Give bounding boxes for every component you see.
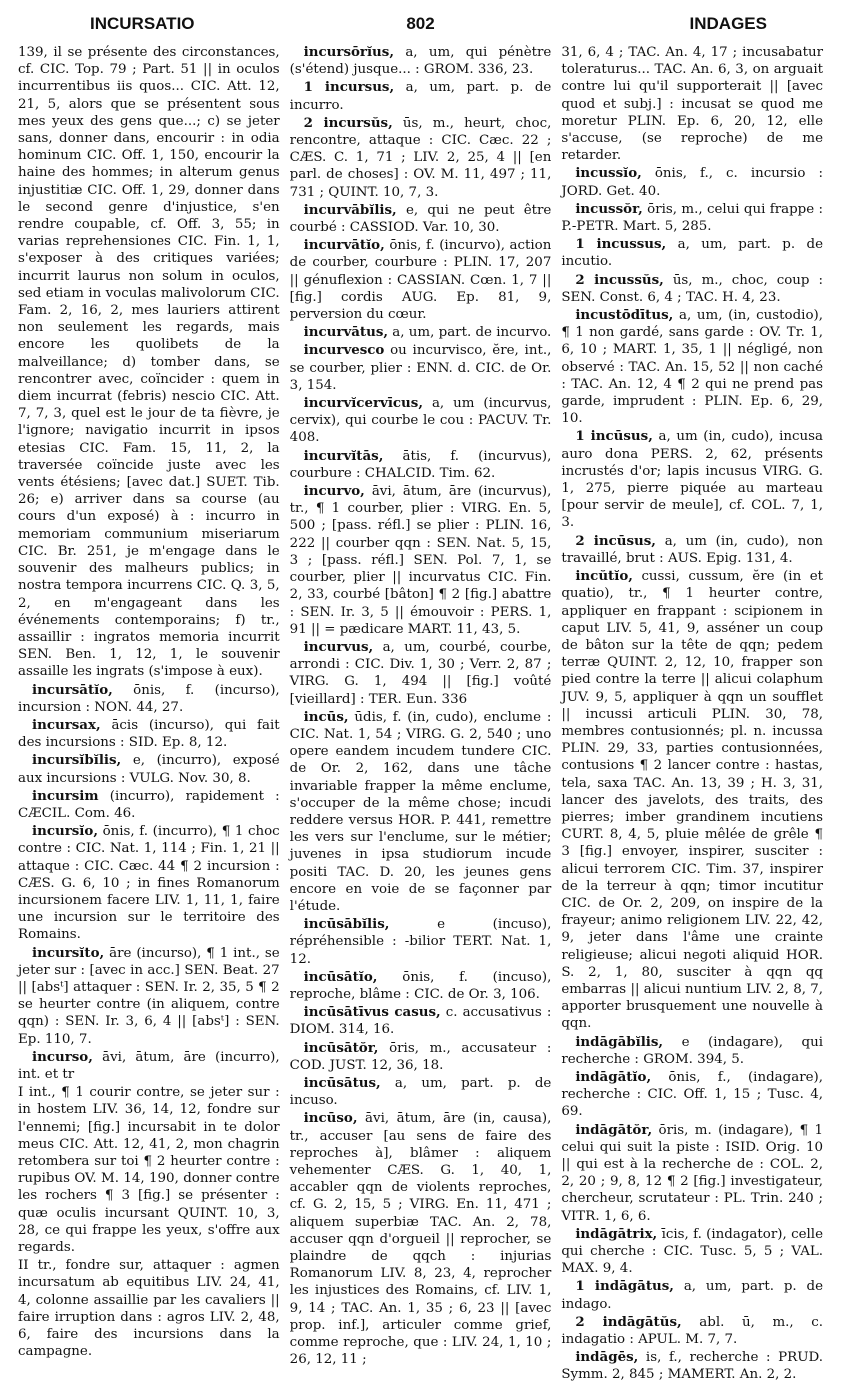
dictionary-entry — [561, 165, 823, 199]
entry-definition: e (incuso), répréhensible : -bilior TERT. Nat. 1, 12. — [289, 917, 552, 967]
entry-headword: incūsātŏr, — [303, 1039, 379, 1056]
entry-definition: īcis, f. (indagator), celle qui cherche : CIC. Tusc. 5, 5 ; VAL. MAX. 9, 4. — [561, 1226, 824, 1277]
entry-headword: incursĭo, — [32, 823, 98, 840]
dictionary-entry — [561, 1314, 823, 1348]
entry-headword: 1 incūsus, — [575, 428, 653, 445]
dictionary-entry — [290, 79, 552, 113]
entry-headword: incussĭo, — [575, 165, 642, 182]
dictionary-entry — [290, 395, 552, 447]
dictionary-entry — [561, 1069, 823, 1121]
dictionary-entry — [290, 342, 552, 394]
page-header — [18, 8, 823, 38]
entry-headword: indāgēs, — [575, 1349, 639, 1366]
entry-definition: ōnis, f. (incurvo), action de courber, courbure : PLIN. 17, 207 || génuflexion : CASSIAN. Cœn. 1, 7 || [fig.] cordis AUG. Ep. 81, 9, perversion du cœur. — [289, 238, 552, 323]
dictionary-entry — [561, 533, 823, 567]
entry-headword: 2 incūsus, — [575, 532, 656, 549]
entry-definition: ūdis, f. (in, cudo), enclume : CIC. Nat. 1, 54 ; VIRG. G. 2, 540 ; uno opere eandem incudem tundere CIC. de Or. 2, 162, dans une tâche invariable frapper la même enclume, s'occuper de la même chose; incudi reddere versus HOR. P. 441, remettre les vers sur l'enclume, sur le métier; juvenes in ipsa studiorum incude positi TAC. D. 20, les jeunes gens encore en voie de se façonner par l'étude. — [289, 709, 552, 914]
entry-headword: incūsātĭo, — [303, 968, 378, 985]
entry-headword: indāgātĭo, — [575, 1068, 652, 1085]
entry-headword: 1 indāgātus, — [575, 1278, 674, 1295]
dictionary-entry — [561, 1034, 823, 1068]
entry-definition: ōnis, f. (incuso), reproche, blâme : CIC. de Or. 3, 106. — [289, 969, 552, 1002]
entry-definition: ou incurvisco, ĕre, int., se courber, plier : ENN. d. CIC. de Or. 3, 154. — [289, 343, 552, 393]
entry-headword: incursĭbĭlis, — [32, 752, 122, 769]
entry-headword: incussŏr, — [575, 200, 643, 217]
dictionary-entry — [290, 237, 552, 323]
entry-definition: ōnis, f., (indagare), recherche : CIC. Off. 1, 15 ; Tusc. 4, 69. — [561, 1069, 824, 1120]
entry-headword: incursax, — [32, 716, 101, 733]
entry-definition: a, um, courbé, courbe, arrondi : CIC. Div. 1, 30 ; Verr. 2, 87 ; VIRG. G. 1, 494 || [fig.] voûté [vieillard] : TER. Eun. 336 — [289, 639, 552, 707]
entry-headword: incūs, — [303, 708, 349, 725]
dictionary-entry — [18, 1257, 280, 1360]
entry-definition: e, (incurro), exposé aux incursions : VULG. Nov. 30, 8. — [18, 753, 280, 786]
dictionary-entry — [561, 1122, 823, 1225]
entry-definition: c. accusativus : DIOM. 314, 16. — [289, 1005, 552, 1038]
dictionary-entry — [290, 1004, 552, 1038]
column-2 — [289, 44, 552, 1368]
entry-definition: ātis, f. (incurvus), courbure : CHALCID. Tim. 62. — [289, 448, 552, 481]
entry-headword: incurvātus, — [303, 324, 389, 341]
dictionary-entry — [561, 272, 823, 306]
entry-definition: II tr., fondre sur, attaquer : agmen incursatum ab equitibus LIV. 24, 41, 4, colonne assaillie par les cavaliers || faire irruption dans : agros LIV. 2, 48, 6, faire des incursions dans la campagne. — [18, 1258, 280, 1360]
entry-headword: incurvo, — [303, 483, 365, 500]
dictionary-entry — [290, 115, 552, 201]
dictionary-entry — [561, 307, 823, 427]
running-head-left: INCURSATIO — [90, 14, 195, 33]
entry-definition: a, um, part. p. de incurro. — [289, 80, 552, 113]
entry-definition: (incurro), rapidement : CÆCIL. Com. 46. — [18, 788, 280, 821]
entry-definition: a, um, part. de incurvo. — [392, 325, 552, 341]
entry-definition: abl. ū, m., c. indagatio : APUL. M. 7, 7. — [561, 1314, 823, 1348]
entry-definition: āre (incurso), ¶ 1 int., se jeter sur : [avec in acc.] SEN. Beat. 27 || [absᵗ] attaquer : SEN. Ir. 2, 35, 5 ¶ 2 se heurter contre (in aliquem, contre qqn) : SEN. Ir. 3, 6, 4 || [absᵗ] : SEN. Ep. 110, 7. — [18, 945, 280, 1047]
dictionary-entry — [561, 1349, 823, 1383]
entry-headword: 1 incursus, — [303, 79, 395, 96]
dictionary-columns — [18, 44, 824, 1383]
entry-headword: incustōdītus, — [575, 307, 674, 324]
entry-headword: incūsātus, — [303, 1074, 381, 1091]
entry-definition: ōris, m. (indagare), ¶ 1 celui qui suit la piste : ISID. Orig. 10 || qui est à la recherche de : COL. 2, 2, 20 ; 9, 8, 12 ¶ 2 [fig.] investigateur, chercheur, scrutateur : PL. Trin. 240 ; VITR. 1, 6, 6. — [561, 1122, 824, 1224]
entry-definition: ōnis, f. (incurro), ¶ 1 choc contre : CIC. Nat. 1, 114 ; Fin. 1, 21 || attaque : CIC. Cæc. 44 ¶ 2 incursion : CÆS. G. 6, 10 ; in fines Romanorum incursionem facere LIV. 1, 11, 1, faire une incursion sur le territoire des Romains. — [18, 824, 280, 943]
entry-definition: ūs, m., choc, coup : SEN. Const. 6, 4 ; TAC. H. 4, 23. — [561, 272, 824, 305]
entry-headword: indāgātŏr, — [575, 1121, 653, 1138]
entry-definition: is, f., recherche : PRUD. Symm. 2, 845 ; MAMERT. An. 2, 2. — [561, 1350, 824, 1383]
dictionary-entry — [290, 1040, 552, 1074]
running-head-right: INDAGES — [689, 14, 767, 33]
entry-definition: ōnis, f., c. incursio : JORD. Get. 40. — [561, 166, 824, 199]
entry-definition: ōnis, f. (incurso), incursion : NON. 44, 27. — [18, 682, 280, 715]
entry-headword: 2 incursŭs, — [303, 114, 393, 131]
dictionary-entry — [290, 448, 552, 482]
entry-definition: 31, 6, 4 ; TAC. An. 4, 17 ; incusabatur toleraturus... TAC. An. 6, 3, on arguait contre lui qu'il supporterait || [avec quod et subj.] : incusat se quod me moretur PLIN. Ep. 6, 20, 12, elle s'accuse, (se reproche) de me retarder. — [561, 45, 824, 164]
dictionary-entry — [290, 1110, 552, 1368]
dictionary-entry — [561, 568, 823, 1032]
entry-definition: a, um, part. p. de indago. — [561, 1279, 824, 1312]
entry-headword: 2 incussŭs, — [575, 271, 664, 288]
entry-definition: āvi, ātum, āre (incurro), int. et tr — [18, 1049, 280, 1082]
entry-definition: ōris, m., accusateur : COD. JUST. 12, 36, 18. — [289, 1040, 552, 1073]
entry-headword: incursōrĭus, — [303, 44, 394, 60]
dictionary-entry — [290, 44, 552, 78]
entry-headword: incūsātīvus casus, — [303, 1004, 441, 1021]
dictionary-entry — [561, 44, 823, 164]
dictionary-entry — [18, 717, 280, 751]
column-3 — [561, 44, 824, 1383]
entry-headword: 1 incussus, — [575, 236, 667, 253]
entry-headword: incŭtĭo, — [575, 568, 633, 585]
page-number: 802 — [406, 14, 435, 33]
dictionary-entry — [561, 1226, 823, 1278]
dictionary-entry — [18, 1084, 280, 1256]
entry-headword: incurvesco — [303, 342, 385, 359]
entry-definition: a, um (in, cudo), non travaillé, brut : AUS. Epig. 131, 4. — [561, 533, 824, 566]
entry-definition: e, qui ne peut être courbé : CASSIOD. Var. 10, 30. — [289, 202, 552, 236]
entry-definition: I int., ¶ 1 courir contre, se jeter sur : in hostem LIV. 36, 14, 12, fondre sur l'ennemi; [fig.] incursabit in te dolor meus CIC. Att. 12, 41, 2, mon chagrin retombera sur toi ¶ 2 heurter contre : rupibus OV. M. 14, 190, donner contre les rochers ¶ 3 [fig.] se présenter : quæ oculis incursant QUINT. 10, 3, 28, ce qui frappe les yeux, s'offre aux regards. — [18, 1085, 280, 1256]
dictionary-entry — [290, 916, 552, 968]
entry-headword: incurvābĭlis, — [303, 201, 397, 218]
entry-headword: incursĭto, — [32, 944, 105, 961]
entry-definition: āvi, ātum, āre (in, causa), tr., accuser [au sens de faire des reproches à], blâmer : aliquem vehementer CÆS. G. 1, 40, 1, accabler qqn de violents reproches, cf. G. 2, 15, 5 ; VIRG. En. 11, 471 ; aliquem superbiæ TAC. An. 2, 78, accuser qqn d'orgueil || reprocher, se plaindre de qqch : injurias Romanorum LIV. 8, 23, 4, reprocher les injustices des Romains, cf. LIV. 1, 9, 14 ; TAC. An. 1, 35 ; 6, 23 || [avec prop. inf.], articuler comme grief, comme reproche, que : LIV. 24, 1, 10 ; 26, 12, 11 ; — [289, 1111, 552, 1368]
dictionary-entry — [290, 1075, 552, 1109]
dictionary-entry — [290, 639, 552, 708]
entry-definition: ācis (incurso), qui fait des incursions : SID. Ep. 8, 12. — [18, 717, 280, 751]
entry-headword: incurvĭcervīcus, — [303, 395, 423, 412]
entry-headword: incursātĭo, — [32, 681, 113, 698]
entry-definition: 139, il se présente des circonstances, cf. CIC. Top. 79 ; Part. 51 || in oculos incurrentibus iis quos... CIC. Att. 12, 21, 5, alors que se présentent sous mes yeux des gens que...; c) se jeter sans, donner dans, encourir : in odia hominum CIC. Off. 1, 150, encourir la haine des hommes; in alterum genus injustitiæ CIC. Off. 1, 29, donner dans le second genre d'injustice, s'en rendre coupable, cf. Off. 3, 55; in varias reprehensiones CIC. Fin. 1, 1, s'exposer à des critiques variées; incurrit laurus non solum in oculos, sed etiam in voculas malivolorum CIC. Fam. 2, 16, 2, mes lauriers attirent non seulement les regards, mais encore les quolibets de la malveillance; d) tomber dans, se rencontrer avec, coïncider : quem in diem incurrat (febris) nescio CIC. Att. 7, 7, 3, quel est le jour de ta fièvre, je l'ignore; navigatio incurrit in ipsos etesias CIC. Fam. 15, 11, 2, la traversée coïncide juste avec les vents étésiens; [avec dat.] SUET. Tib. 26; e) arriver dans sa course (au cours d'un exposé) à : incurro in memoriam communium miseriarum CIC. Br. 251, je m'engage dans le souvenir des malheurs publics; in nostra tempora incurrens CIC. Q. 3, 5, 2, en m'engageant dans les événements contemporains; f) tr., assaillir : ingratos memoria incurrit SEN. Ben. 1, 12, 1, le souvenir assaille les ingrats (s'impose à eux). — [18, 45, 280, 680]
dictionary-entry — [290, 324, 552, 341]
dictionary-entry — [18, 682, 280, 716]
dictionary-entry — [18, 945, 280, 1048]
entry-definition: a, um, part. p. de incuso. — [289, 1075, 552, 1109]
entry-headword: incūso, — [303, 1110, 358, 1127]
dictionary-entry — [561, 428, 823, 531]
dictionary-entry — [18, 1049, 280, 1083]
entry-headword: incurvĭtās, — [303, 447, 384, 464]
entry-definition: āvi, ātum, āre (incurvus), tr., ¶ 1 courber, plier : VIRG. En. 5, 500 ; [pass. réfl.] se plier : PLIN. 16, 222 || courber qqn : SEN. Nat. 5, 15, 3 ; [pass. réfl.] SEN. Pol. 7, 1, se courber, plier || incurvatus CIC. Fin. 2, 33, courbé [bâton] ¶ 2 [fig.] abattre : SEN. Ir. 3, 5 || émouvoir : PERS. 1, 91 || = pædicare MART. 11, 43, 5. — [289, 484, 552, 637]
entry-headword: incurvātĭo, — [303, 237, 385, 254]
dictionary-entry — [561, 201, 823, 235]
entry-definition: a, um, part. p. de incutio. — [561, 237, 824, 270]
entry-definition: a, um (incurvus, cervix), qui courbe le cou : PACUV. Tr. 408. — [289, 396, 552, 446]
entry-definition: ūs, m., heurt, choc, rencontre, attaque : CIC. Cæc. 22 ; CÆS. C. 1, 71 ; LIV. 2, 25, 4 || [en parl. de choses] : OV. M. 11, 497 ; 11, 731 ; QUINT. 10, 7, 3. — [289, 115, 552, 200]
dictionary-entry — [18, 788, 280, 822]
entry-definition: ōris, m., celui qui frappe : P.-PETR. Mart. 5, 285. — [561, 201, 824, 235]
entry-headword: incursim — [32, 787, 99, 804]
entry-headword: 2 indāgātŭs, — [575, 1313, 682, 1330]
entry-definition: a, um, qui pénètre (s'étend) jusque... : GROM. 336, 23. — [289, 45, 552, 78]
column-1 — [18, 44, 280, 1362]
entry-headword: indāgābĭlis, — [575, 1033, 664, 1050]
dictionary-entry — [18, 44, 280, 681]
entry-headword: incūsābĭlis, — [303, 916, 390, 933]
entry-definition: cussi, cussum, ĕre (in et quatio), tr., ¶ 1 heurter contre, appliquer en frappant : scipionem in caput LIV. 5, 41, 9, asséner un coup de bâton sur la tête de qqn; pedem terræ QUINT. 2, 12, 10, frapper son pied contre la terre || alicui colaphum JUV. 9, 5, appliquer à qqn un soufflet || incussi articuli PLIN. 30, 78, membres contusionnés; pl. n. incussa PLIN. 29, 33, parties contusionnées, contusions ¶ 2 lancer contre : hastas, tela, saxa TAC. An. 13, 39 ; H. 3, 31, lancer des javelots, des traits, des pierres; imber grandinem incutiens CURT. 8, 4, 5, pluie mêlée de grêle ¶ 3 [fig.] envoyer, inspirer, susciter : alicui terrorem CIC. Tim. 37, inspirer de la terreur à qqn; timor incutitur CIC. de Or. 2, 209, on inspire de la frayeur; animo religionem LIV. 22, 42, 9, jeter dans l'âme une crainte religieuse; alicui negoti aliquid HOR. S. 2, 1, 80, susciter à qqn qq embarras || alicui nuntium LIV. 2, 8, 7, apporter brusquement une nouvelle à qqn. — [561, 569, 824, 1032]
dictionary-entry — [561, 1278, 823, 1312]
entry-definition: a, um, (in, custodio), ¶ 1 non gardé, sans garde : OV. Tr. 1, 6, 10 ; MART. 1, 35, 1 || négligé, non observé : TAC. An. 15, 52 || non caché : TAC. An. 12, 4 ¶ 2 qui ne prend pas garde, imprudent : PLIN. Ep. 6, 29, 10. — [561, 308, 824, 427]
entry-headword: incurso, — [32, 1048, 93, 1065]
dictionary-entry — [18, 752, 280, 786]
entry-headword: incurvus, — [303, 638, 374, 655]
dictionary-entry — [290, 483, 552, 638]
entry-definition: a, um (in, cudo), incusa auro dona PERS. 2, 62, présents incrustés d'or; lapis incusus VIRG. G. 1, 275, pierre piquée au marteau [pour servir de meule], cf. COL. 7, 1, 3. — [561, 429, 824, 531]
entry-headword: indāgātrix, — [575, 1225, 658, 1242]
dictionary-entry — [561, 236, 823, 270]
dictionary-entry — [290, 202, 552, 236]
dictionary-entry — [290, 969, 552, 1003]
dictionary-entry — [18, 823, 280, 943]
dictionary-entry — [290, 709, 552, 915]
entry-definition: e (indagare), qui recherche : GROM. 394, 5. — [561, 1034, 824, 1067]
